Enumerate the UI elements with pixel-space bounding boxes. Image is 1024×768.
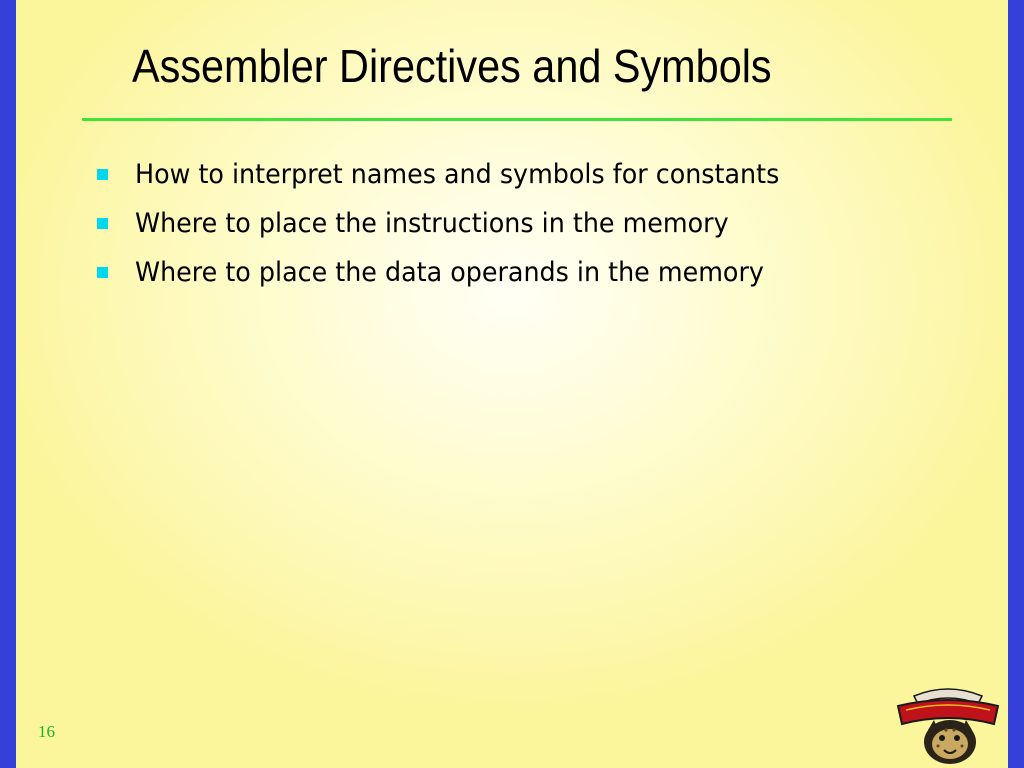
right-side-bar — [1008, 0, 1024, 768]
bullet-item — [97, 150, 820, 199]
bullet-list — [97, 150, 820, 297]
slide-title: Assembler Directives and Symbols — [132, 40, 772, 92]
square-bullet-icon — [97, 218, 108, 229]
square-bullet-icon — [97, 169, 108, 180]
bullet-text: Where to place the instructions in the memory — [135, 208, 729, 239]
bullet-item — [97, 199, 820, 248]
bullet-text: How to interpret names and symbols for constants — [135, 159, 780, 190]
page-number: 16 — [38, 722, 55, 741]
square-bullet-icon — [97, 267, 108, 278]
left-side-bar — [0, 0, 16, 768]
title-divider — [82, 118, 952, 121]
jaguar-logo-icon — [894, 680, 1002, 766]
bullet-item — [97, 248, 820, 297]
bullet-text: Where to place the data operands in the memory — [135, 257, 764, 288]
